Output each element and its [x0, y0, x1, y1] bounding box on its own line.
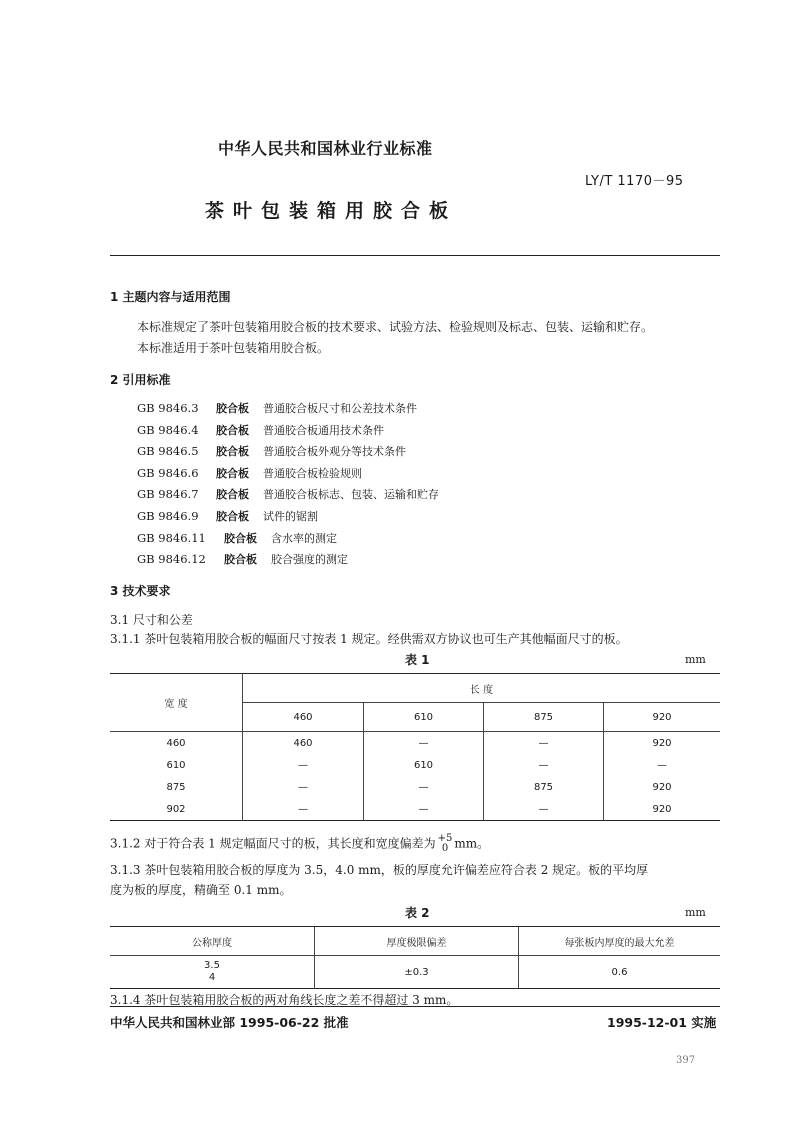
- reference-category: 胶合板: [216, 509, 249, 523]
- reference-category: 胶合板: [216, 445, 249, 459]
- length-col-875: 875: [484, 703, 604, 732]
- reference-description: 普通胶合板检验规则: [263, 466, 362, 480]
- table-cell: 875: [484, 776, 604, 798]
- table-row: [110, 956, 720, 989]
- table-2-caption: 表 2: [405, 906, 430, 920]
- header-nominal-thickness: 公称厚度: [192, 937, 232, 949]
- reference-item: [137, 398, 439, 420]
- standard-number: LY/T 1170－95: [585, 174, 684, 189]
- length-col-920: 920: [604, 703, 721, 732]
- table-row: [110, 754, 720, 776]
- reference-category: 胶合板: [224, 531, 257, 545]
- table-cell: —: [243, 754, 364, 776]
- reference-description: 普通胶合板通用技术条件: [263, 423, 384, 437]
- reference-code: GB 9846.6: [137, 465, 199, 480]
- table-row: [110, 776, 720, 798]
- reference-code: GB 9846.4: [137, 422, 199, 437]
- reference-item: [137, 420, 439, 442]
- length-header: 长 度: [243, 674, 721, 703]
- reference-category: 胶合板: [216, 488, 249, 502]
- reference-code: GB 9846.5: [137, 444, 199, 459]
- section-1-paragraph-2: 本标准适用于茶叶包装箱用胶合板。: [137, 341, 330, 355]
- implementation-line: 1995-12-01 实施: [607, 1015, 717, 1030]
- clause-3-1: 3.1 尺寸和公差: [110, 613, 193, 627]
- table-row: [110, 798, 720, 821]
- clause-3-1-2: [110, 834, 489, 854]
- approval-line: 中华人民共和国林业部 1995-06-22 批准: [110, 1015, 349, 1030]
- table-1: [110, 673, 720, 821]
- reference-description: 普通胶合板外观分等技术条件: [263, 445, 406, 459]
- header-thickness-tolerance: 厚度极限偏差: [315, 927, 519, 956]
- length-col-460: 460: [243, 703, 364, 732]
- row-width: 875: [166, 781, 186, 793]
- row-width: 610: [166, 759, 186, 771]
- footer-rule: [110, 1006, 720, 1007]
- section-2-heading: 2 引用标准: [110, 373, 171, 387]
- clause-3-1-4: 3.1.4 茶叶包装箱用胶合板的两对角线长度之差不得超过 3 mm。: [110, 993, 459, 1007]
- reference-description: 试件的锯割: [263, 509, 318, 523]
- clause-3-1-1: 3.1.1 茶叶包装箱用胶合板的幅面尺寸按表 1 规定。经供需双方协议也可生产其他幅面尺寸的板。: [110, 632, 628, 646]
- table-cell: —: [364, 732, 484, 755]
- clause-3-1-2-text: 3.1.2 对于符合表 1 规定幅面尺寸的板，其长度和宽度偏差为: [110, 836, 436, 851]
- reference-code: GB 9846.7: [137, 487, 199, 502]
- table-cell: —: [484, 732, 604, 755]
- table-cell: 920: [604, 732, 721, 755]
- reference-category: 胶合板: [224, 553, 257, 567]
- tolerance-upper: +5: [437, 833, 453, 844]
- reference-description: 含水率的测定: [271, 531, 337, 545]
- length-col-610: 610: [364, 703, 484, 732]
- table-1-unit: mm: [685, 653, 706, 666]
- table-cell: —: [484, 798, 604, 821]
- clause-3-1-3-line-1: 3.1.3 茶叶包装箱用胶合板的厚度为 3.5，4.0 mm，板的厚度允许偏差应符合表 2 规定。板的平均厚: [110, 863, 649, 877]
- issuing-body: 中华人民共和国林业行业标准: [218, 139, 433, 158]
- reference-category: 胶合板: [216, 423, 249, 437]
- table-1-caption: 表 1: [405, 653, 430, 667]
- reference-description: 普通胶合板尺寸和公差技术条件: [263, 402, 417, 415]
- reference-category: 胶合板: [216, 466, 249, 480]
- reference-code: GB 9846.9: [137, 508, 199, 523]
- reference-code: GB 9846.12: [137, 552, 206, 567]
- section-3-heading: 3 技术要求: [110, 584, 171, 598]
- page-number: 397: [676, 1055, 696, 1066]
- reference-item: [137, 484, 439, 506]
- table-2: [110, 926, 720, 989]
- thickness-tolerance-value: ±0.3: [315, 956, 519, 989]
- clause-3-1-2-unit: mm。: [454, 836, 490, 851]
- reference-item: [137, 463, 439, 485]
- nominal-thickness-values: [110, 956, 315, 989]
- table-cell: 610: [364, 754, 484, 776]
- reference-item: [137, 506, 439, 528]
- document-title: 茶叶包装箱用胶合板: [205, 200, 458, 222]
- thickness-4: 4: [208, 972, 216, 983]
- section-1-heading: 1 主题内容与适用范围: [110, 290, 231, 304]
- reference-code: GB 9846.3: [137, 401, 199, 415]
- thickness-3-5: 3.5: [204, 960, 220, 971]
- table-cell: —: [484, 754, 604, 776]
- table-row: [110, 732, 720, 755]
- row-width: 902: [166, 803, 186, 815]
- row-width: 460: [110, 732, 243, 755]
- tolerance-fraction: [438, 834, 453, 854]
- table-cell: —: [604, 754, 721, 776]
- reference-category: 胶合板: [216, 402, 249, 415]
- table-cell: —: [243, 776, 364, 798]
- reference-item: [137, 441, 439, 463]
- tolerance-lower: 0: [441, 843, 449, 854]
- table-cell: —: [364, 776, 484, 798]
- table-cell: —: [364, 798, 484, 821]
- reference-list: [137, 398, 439, 571]
- table-cell: 460: [243, 732, 364, 755]
- section-1-paragraph-1: 本标准规定了茶叶包装箱用胶合板的技术要求、试验方法、检验规则及标志、包装、运输和贮存。: [137, 320, 654, 334]
- width-header: 宽 度: [164, 699, 188, 710]
- header-rule: [110, 255, 720, 256]
- header-max-difference: 每张板内厚度的最大允差: [519, 927, 721, 956]
- table-cell: 920: [604, 776, 721, 798]
- table-cell: —: [243, 798, 364, 821]
- max-difference-value: 0.6: [519, 956, 721, 989]
- reference-code: GB 9846.11: [137, 530, 206, 545]
- table-2-unit: mm: [685, 906, 706, 919]
- clause-3-1-3-line-2: 度为板的厚度，精确至 0.1 mm。: [110, 883, 292, 897]
- reference-description: 普通胶合板标志、包装、运输和贮存: [263, 488, 439, 502]
- table-cell: 920: [604, 798, 721, 821]
- reference-description: 胶合强度的测定: [271, 553, 348, 567]
- reference-item: [137, 528, 439, 550]
- reference-item: [137, 549, 439, 571]
